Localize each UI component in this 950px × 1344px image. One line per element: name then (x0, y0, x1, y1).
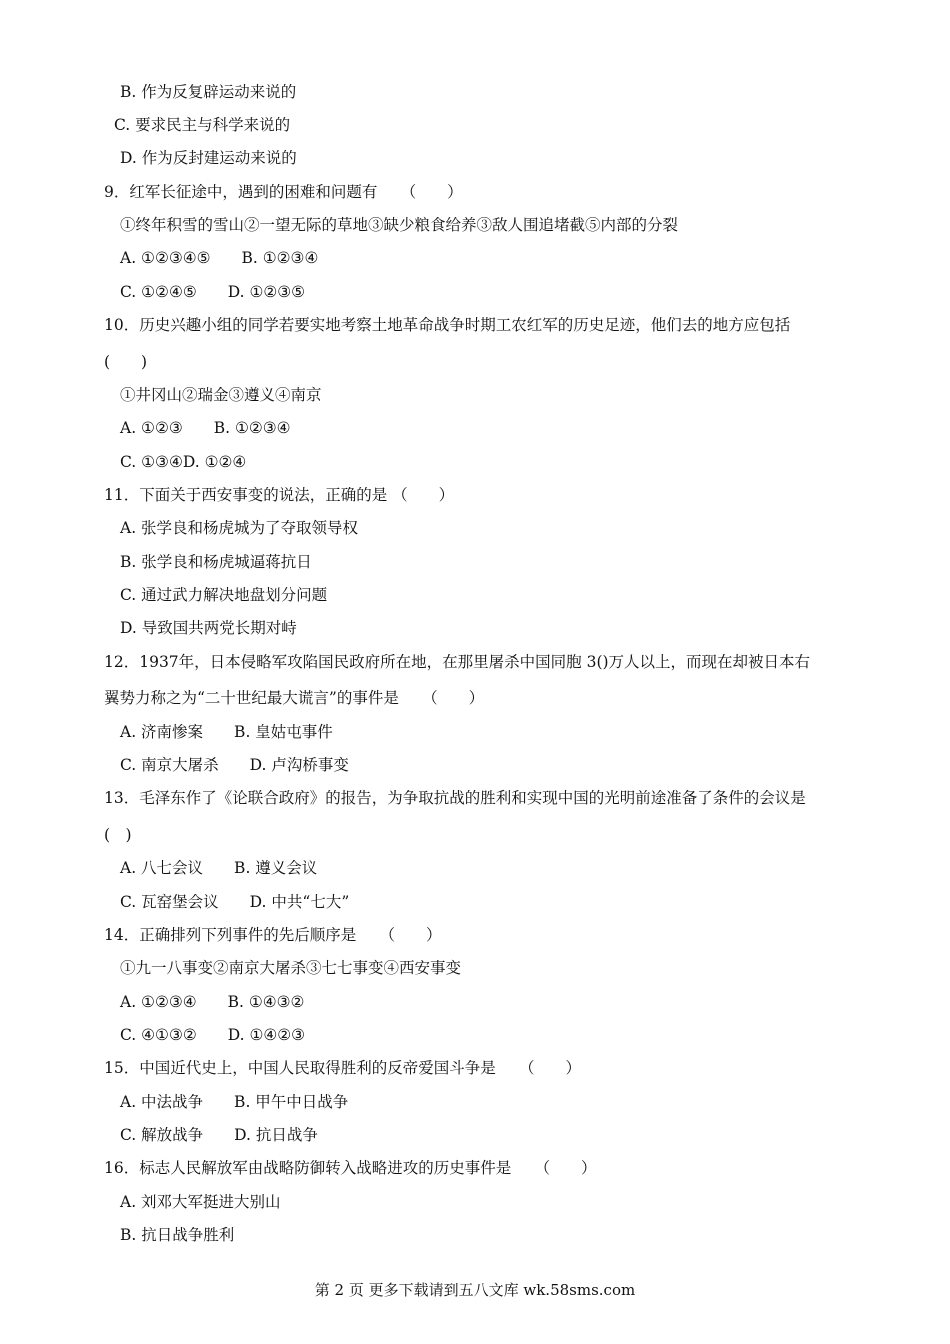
option-line: C. ④①③② D. ①④②③ (120, 1026, 306, 1044)
answer-bracket-line: ( ) (104, 826, 132, 844)
option-line: A. 中法战争 B. 甲午中日战争 (120, 1093, 349, 1111)
question-line: 11．下面关于西安事变的说法，正确的是 （ ） (104, 486, 455, 504)
page-footer: 第 2 页 更多下载请到五八文库 wk.58sms.com (314, 1281, 636, 1299)
option-line: C. 瓦窑堡会议 D. 中共“七大” (120, 893, 350, 911)
option-line: A. 张学良和杨虎城为了夺取领导权 (120, 519, 359, 537)
option-line: D. 导致国共两党长期对峙 (120, 619, 297, 637)
choice-items-line: ①井冈山②瑞金③遵义④南京 (120, 386, 322, 404)
question-line: 15．中国近代史上，中国人民取得胜利的反帝爱国斗争是 （ ） (104, 1059, 581, 1077)
option-line: A. 八七会议 B. 遵义会议 (120, 859, 318, 877)
question-line-continued: 翼势力称之为“二十世纪最大谎言”的事件是 （ ） (104, 689, 485, 707)
option-line: C. 解放战争 D. 抗日战争 (120, 1126, 318, 1144)
option-line: C. ①②④⑤ D. ①②③⑤ (120, 283, 306, 301)
option-line: A. ①②③④ B. ①④③② (120, 993, 305, 1011)
question-line: 12．1937年，日本侵略军攻陷国民政府所在地，在那里屠杀中国同胞 3()万人以上，而现在却被日本右 (104, 653, 811, 671)
option-line: B. 抗日战争胜利 (120, 1226, 235, 1244)
question-line: 14．正确排列下列事件的先后顺序是 （ ） (104, 926, 442, 944)
option-line: B. 作为反复辟运动来说的 (120, 83, 297, 101)
question-line: 9．红军长征途中，遇到的困难和问题有 （ ） (104, 183, 463, 201)
option-line: A. ①②③④⑤ B. ①②③④ (120, 249, 319, 267)
answer-bracket-line: ( ) (104, 353, 148, 371)
question-line: 16．标志人民解放军由战略防御转入战略进攻的历史事件是 （ ） (104, 1159, 597, 1177)
option-line: C. 南京大屠杀 D. 卢沟桥事变 (120, 756, 349, 774)
question-line: 10．历史兴趣小组的同学若要实地考察土地革命战争时期工农红军的历史足迹，他们去的地方应包括 (104, 316, 791, 334)
choice-items-line: ①九一八事变②南京大屠杀③七七事变④西安事变 (120, 959, 462, 977)
question-line: 13．毛泽东作了《论联合政府》的报告，为争取抗战的胜利和实现中国的光明前途准备了条件的会议是 (104, 789, 806, 807)
choice-items-line: ①终年积雪的雪山②一望无际的草地③缺少粮食给养③敌人围追堵截⑤内部的分裂 (120, 216, 679, 234)
option-line: C. ①③④D. ①②④ (120, 453, 247, 471)
option-line: C. 要求民主与科学来说的 (114, 116, 291, 134)
option-line: B. 张学良和杨虎城逼蒋抗日 (120, 553, 312, 571)
option-line: A. 刘邓大军挺进大别山 (120, 1193, 281, 1211)
option-line: D. 作为反封建运动来说的 (120, 149, 297, 167)
option-line: C. 通过武力解决地盘划分问题 (120, 586, 328, 604)
option-line: A. ①②③ B. ①②③④ (120, 419, 291, 437)
option-line: A. 济南惨案 B. 皇姑屯事件 (120, 723, 333, 741)
